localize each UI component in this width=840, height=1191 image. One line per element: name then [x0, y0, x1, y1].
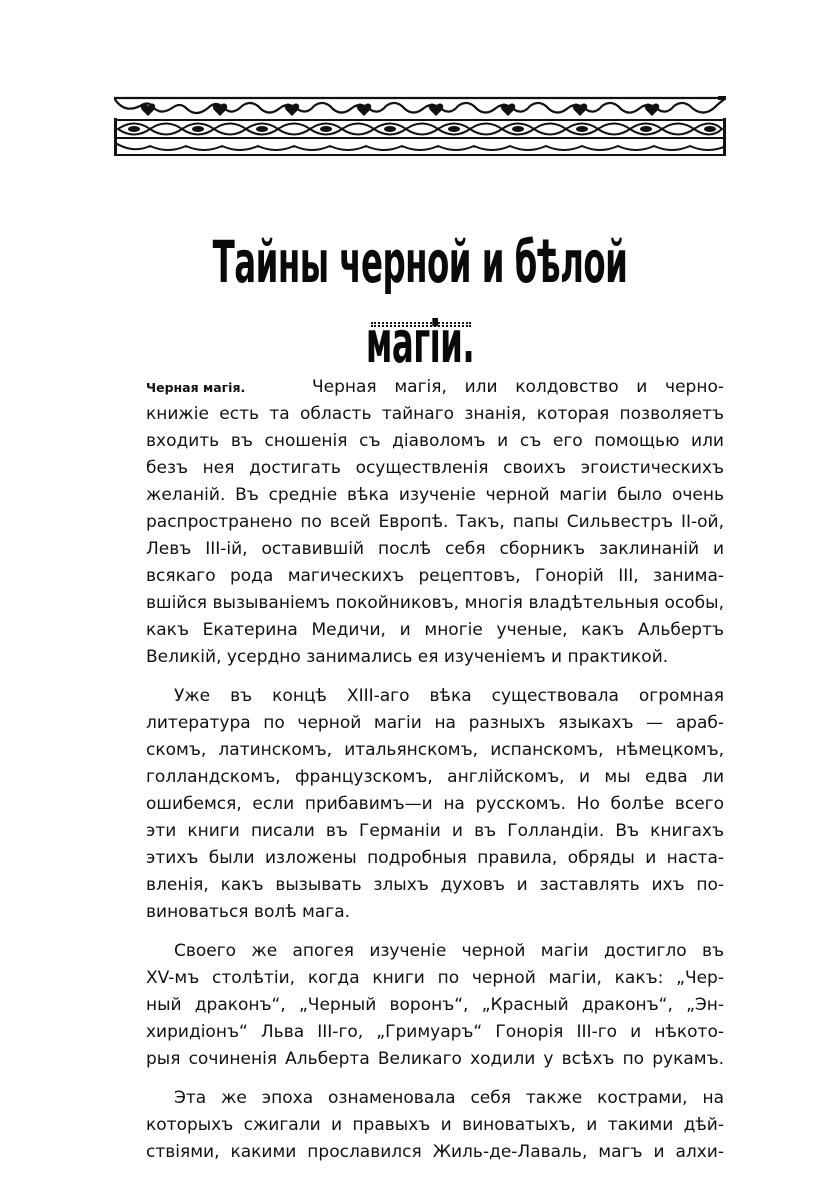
text-line-content: Черная магія, или колдовство и черно-	[312, 377, 724, 397]
title-divider	[371, 322, 471, 327]
text-line: этихъ были изложены подробныя правила, обряды и наста-	[146, 848, 724, 868]
text-line: ошибемся, если прибавимъ—и на русскомъ. Но болѣе всего	[146, 794, 724, 814]
paragraph	[146, 938, 724, 1073]
text-line: скомъ, латинскомъ, итальянскомъ, испанскомъ, нѣмецкомъ,	[146, 740, 724, 760]
text-line: ный драконъ“, „Черный воронъ“, „Красный драконъ“, „Эн-	[146, 995, 724, 1015]
text-line: XV-мъ столѣтіи, когда книги по черной магіи, какъ: „Чер-	[146, 968, 724, 988]
text-line: вленія, какъ вызывать злыхъ духовъ и заставлять ихъ по-	[146, 875, 724, 895]
text-line: всякаго рода магическихъ рецептовъ, Гонорій III, занима-	[146, 566, 724, 586]
text-line: входить въ сношенія съ діаволомъ и съ его помощью или	[146, 431, 724, 451]
paragraph	[146, 374, 724, 671]
text-line: Великій, усердно занимались ея изученіемъ и практикой.	[146, 647, 669, 667]
text-line: книжіе есть та область тайнаго знанія, которая позволяетъ	[146, 404, 724, 424]
text-line: Своего же апогея изученіе черной магіи достигло въ	[174, 941, 724, 961]
text-line: виноваться волѣ мага.	[146, 902, 351, 922]
text-line: эти книги писали въ Германіи и въ Голландіи. Въ книгахъ	[146, 821, 724, 841]
text-line: вшійся вызываніемъ покойниковъ, многія владѣтельныя особы,	[146, 593, 724, 613]
text-line: голландскомъ, французскомъ, англійскомъ, и мы едва ли	[146, 767, 724, 787]
text-line	[146, 374, 724, 401]
text-line: распространено по всей Европѣ. Такъ, папы Сильвестръ II-ой,	[146, 512, 724, 532]
text-line: ствіями, какими прославился Жиль-де-Лаваль, магъ и алхи-	[146, 1142, 724, 1162]
page-title: Тайны черной и бѣлой магіи.	[212, 228, 628, 376]
text-line: безъ нея достигать осуществленія своихъ эгоистическихъ	[146, 458, 724, 478]
text-line: какъ Екатерина Медичи, и многіе ученые, какъ Альбертъ	[146, 620, 724, 640]
text-line: желаній. Въ средніе вѣка изученіе черной магіи было очень	[146, 485, 724, 505]
text-line: литература по черной магіи на разныхъ языкахъ — араб-	[146, 713, 724, 733]
paragraph	[146, 683, 724, 926]
text-line: рыя сочиненія Альберта Великаго ходили у всѣхъ по рукамъ.	[146, 1049, 724, 1069]
marginal-heading: Черная магія.	[146, 380, 246, 395]
text-line: Левъ III-ій, оставившій послѣ себя сборникъ заклинаній и	[146, 539, 724, 559]
text-line: Уже въ концѣ XIII-аго вѣка существовала огромная	[174, 686, 724, 706]
ornament-header-icon	[114, 92, 726, 158]
body-text	[146, 374, 724, 1166]
paragraph	[146, 1085, 724, 1166]
text-line: хиридіонъ“ Льва III-го, „Гримуаръ“ Гонорія III-го и нѣкото-	[146, 1022, 724, 1042]
text-line: которыхъ сжигали и правыхъ и виноватыхъ, и такими дѣй-	[146, 1115, 724, 1135]
text-line: Эта же эпоха ознаменовала себя также кострами, на	[174, 1088, 724, 1108]
